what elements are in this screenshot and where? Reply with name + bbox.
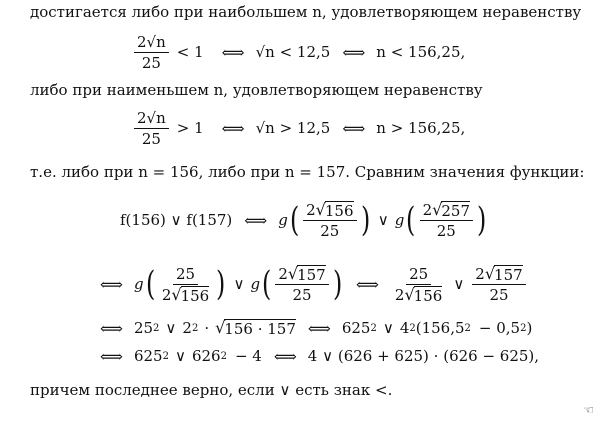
fraction: [134, 109, 169, 148]
equation-5: [100, 316, 532, 340]
denominator: 25: [141, 129, 161, 148]
denominator: [159, 285, 212, 304]
fraction: [392, 265, 445, 304]
left-paren: (: [289, 200, 300, 240]
fraction: [303, 201, 356, 240]
coefficient: 2: [161, 285, 172, 304]
right-paren: ): [360, 200, 370, 240]
vee-symbol: ∨: [377, 211, 389, 229]
radicand: 257: [441, 201, 471, 220]
radicand: 156: [180, 286, 210, 305]
coefficient: 2: [306, 200, 316, 219]
iff-symbol: ⟺: [342, 42, 365, 62]
left-paren: (: [145, 264, 155, 304]
radical: [215, 319, 296, 337]
equation-4: [100, 254, 528, 314]
numerator: [275, 265, 328, 285]
text-line-4: причем последнее верно, если ∨ есть знак <.: [30, 381, 393, 399]
root-icon: √: [432, 199, 443, 219]
term: ): [526, 319, 533, 337]
equation-3: [120, 190, 488, 250]
function-g: g: [394, 211, 405, 229]
relation: < 1: [176, 43, 204, 61]
radical: [485, 265, 523, 283]
iff-symbol: ⟺: [221, 118, 244, 138]
fraction: [472, 265, 525, 304]
text-line-1: достигается либо при наибольшем n, удовлетворяющем неравенству: [30, 3, 582, 21]
radical: [432, 201, 470, 219]
right-expression: n < 156,25,: [376, 43, 466, 61]
numerator: 2√n: [134, 33, 169, 53]
exponent: 2: [370, 322, 377, 334]
radicand: 157: [297, 265, 326, 284]
middle-expression: √n < 12,5: [255, 43, 331, 61]
hand-icon: ☜: [583, 403, 594, 417]
fraction: [420, 201, 473, 240]
fraction: [134, 33, 169, 72]
iff-symbol: ⟺: [342, 118, 365, 138]
numerator: [472, 265, 525, 285]
root-icon: √: [484, 263, 496, 283]
vee-symbol: ∨: [382, 319, 394, 337]
term: 4 ∨ (626 + 625) · (626 − 625),: [307, 347, 540, 365]
radicand: 156 · 157: [224, 320, 296, 338]
coefficient: 2: [422, 200, 433, 219]
right-paren: ): [216, 264, 226, 304]
numerator: [420, 201, 473, 221]
denominator: 25: [292, 285, 312, 304]
denominator: [392, 285, 445, 304]
iff-symbol: ⟺: [273, 346, 296, 366]
iff-symbol: ⟺: [100, 274, 122, 294]
fraction: [275, 265, 328, 304]
iff-symbol: ⟺: [307, 318, 330, 338]
root-icon: √: [287, 263, 299, 283]
equation-2: [132, 108, 465, 148]
coefficient: 2: [475, 264, 485, 283]
exponent: 2: [520, 322, 527, 334]
term: 2: [182, 319, 192, 337]
equation-1: [132, 32, 465, 72]
exponent: 2: [191, 322, 199, 334]
radical: [316, 201, 354, 219]
vee-symbol: ∨: [233, 275, 245, 293]
numerator: 25: [406, 265, 431, 285]
root-icon: √: [171, 284, 182, 304]
term: 625: [341, 319, 371, 337]
term: 626: [191, 347, 221, 365]
right-paren: ): [332, 264, 342, 304]
vee-symbol: ∨: [165, 319, 177, 337]
term: 625: [133, 347, 163, 365]
fraction: [159, 265, 212, 304]
term: (156,5: [415, 319, 465, 337]
dot-symbol: ·: [204, 319, 210, 337]
function-g: g: [133, 275, 144, 293]
radicand: 157: [494, 265, 523, 284]
exponent: 2: [162, 350, 169, 362]
numerator: 25: [173, 265, 198, 285]
right-expression: n > 156,25,: [376, 119, 466, 137]
exponent: 2: [220, 350, 227, 362]
coefficient: 2: [394, 285, 405, 304]
exponent: 2: [464, 322, 471, 334]
iff-symbol: ⟺: [221, 42, 244, 62]
iff-symbol: ⟺: [244, 210, 267, 230]
term: 4: [399, 319, 410, 337]
numerator: [303, 201, 356, 221]
radicand: 156: [324, 201, 354, 220]
middle-expression: √n > 12,5: [255, 119, 331, 137]
term: − 0,5: [478, 319, 521, 337]
root-icon: √: [215, 318, 226, 337]
vee-symbol: ∨: [174, 347, 186, 365]
text-line-3: т.е. либо при n = 156, либо при n = 157. Сравним значения функции:: [30, 163, 585, 181]
function-g: g: [278, 211, 288, 229]
denominator: 25: [320, 221, 340, 240]
lhs: f(156) ∨ f(157): [120, 211, 233, 229]
exponent: 2: [153, 322, 160, 334]
radicand: 156: [413, 286, 443, 305]
radical: [404, 286, 442, 304]
denominator: 25: [141, 53, 161, 72]
relation: > 1: [176, 119, 204, 137]
coefficient: 2: [278, 264, 288, 283]
left-paren: (: [406, 200, 416, 240]
radical: [288, 265, 326, 283]
vee-symbol: ∨: [453, 275, 465, 293]
equation-6: [100, 344, 539, 368]
right-paren: ): [477, 200, 487, 240]
numerator: 2√n: [134, 109, 169, 129]
iff-symbol: ⟺: [100, 318, 122, 338]
root-icon: √: [315, 199, 326, 219]
function-g: g: [250, 275, 261, 293]
denominator: 25: [436, 221, 456, 240]
iff-symbol: ⟺: [355, 274, 378, 294]
radical: [171, 286, 209, 304]
text-line-2: либо при наименьшем n, удовлетворяющем неравенству: [30, 81, 483, 99]
exponent: 2: [409, 322, 416, 334]
term: 25: [133, 319, 154, 337]
root-icon: √: [404, 284, 415, 304]
term: − 4: [234, 347, 262, 365]
iff-symbol: ⟺: [100, 346, 122, 366]
denominator: 25: [489, 285, 509, 304]
left-paren: (: [262, 264, 272, 304]
